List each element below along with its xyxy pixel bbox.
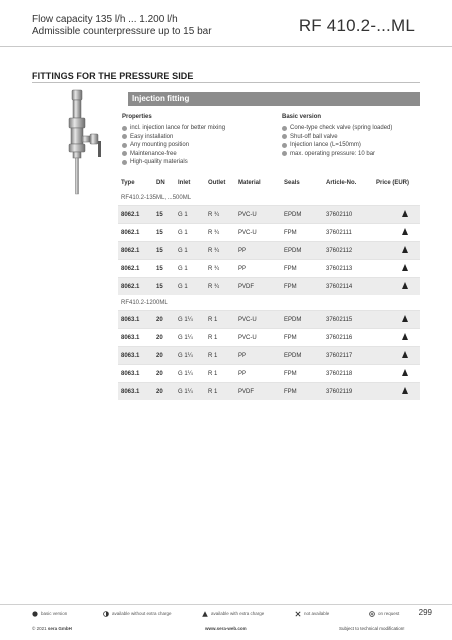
table-cell: PVC-U <box>235 311 281 329</box>
table-row <box>118 347 420 365</box>
table-cell: EPDM <box>281 242 323 260</box>
price-cell <box>373 383 420 401</box>
table-cell: 8062.1 <box>118 278 153 296</box>
section-title: FITTINGS FOR THE PRESSURE SIDE <box>32 71 194 81</box>
triangle-icon <box>402 387 408 394</box>
table-cell: EPDM <box>281 347 323 365</box>
group-label: RF410.2-135ML, ...500ML <box>121 194 192 201</box>
table-cell: G 1¼ <box>175 365 205 383</box>
list-item: Any mounting position <box>122 141 225 150</box>
company-name: sera GmbH <box>47 626 72 631</box>
table-cell: G 1 <box>175 242 205 260</box>
properties-title: Properties <box>122 114 152 120</box>
dot-icon <box>282 134 287 139</box>
table-cell: R ¾ <box>205 224 235 242</box>
table-cell: 15 <box>153 260 175 278</box>
table-cell: PP <box>235 260 281 278</box>
table-cell: 37602111 <box>323 224 373 242</box>
table-cell: PVDF <box>235 383 281 401</box>
table-cell: FPM <box>281 383 323 401</box>
table-cell: FPM <box>281 260 323 278</box>
table-cell: 8063.1 <box>118 311 153 329</box>
table-row <box>118 329 420 347</box>
legend-basic: basic version <box>32 611 67 617</box>
table-cell: 37602116 <box>323 329 373 347</box>
table-cell: 37602112 <box>323 242 373 260</box>
price-cell <box>373 347 420 365</box>
table-row <box>118 260 420 278</box>
at-icon <box>369 611 375 617</box>
price-cell <box>373 206 420 224</box>
table-cell: 20 <box>153 347 175 365</box>
table-cell: 20 <box>153 311 175 329</box>
price-cell <box>373 260 420 278</box>
table-cell: PP <box>235 347 281 365</box>
table-cell: 20 <box>153 329 175 347</box>
list-item: incl. injection lance for better mixing <box>122 124 225 133</box>
table-cell: R 1 <box>205 383 235 401</box>
col-dn: DN <box>156 180 165 186</box>
table-row <box>118 206 420 224</box>
website-link[interactable]: www.sera-web.com <box>205 626 247 631</box>
dot-icon <box>122 126 127 131</box>
table-cell: R ¾ <box>205 242 235 260</box>
properties-list <box>122 124 225 167</box>
dot-icon <box>122 143 127 148</box>
header-subtitle <box>32 14 212 38</box>
col-article-no: Article-No. <box>326 180 357 186</box>
dot-icon <box>122 160 127 165</box>
table-cell: R 1 <box>205 365 235 383</box>
table-cell: PVDF <box>235 278 281 296</box>
table-cell: 37602114 <box>323 278 373 296</box>
dot-icon <box>122 134 127 139</box>
table-cell: G 1 <box>175 206 205 224</box>
table-cell: R ¾ <box>205 206 235 224</box>
group-row-1200 <box>118 295 420 311</box>
table-cell: PVC-U <box>235 329 281 347</box>
triangle-icon <box>202 611 208 617</box>
article-table <box>118 176 420 400</box>
model-title: RF 410.2-...ML <box>298 16 415 35</box>
table-cell: 8063.1 <box>118 347 153 365</box>
basic-version-list <box>282 124 392 158</box>
triangle-icon <box>402 333 408 340</box>
list-item: Maintenance-free <box>122 150 225 159</box>
half-dot-icon <box>103 611 109 617</box>
col-outlet: Outlet <box>208 180 226 186</box>
product-bar-label: Injection fitting <box>132 94 190 103</box>
header-pressure: Admissible counterpressure up to 15 bar <box>32 26 212 37</box>
table-cell: 8063.1 <box>118 383 153 401</box>
table-cell: EPDM <box>281 206 323 224</box>
list-item: High-quality materials <box>122 158 225 167</box>
table-row <box>118 224 420 242</box>
col-price: Price (EUR) <box>376 180 410 186</box>
table-cell: 8063.1 <box>118 365 153 383</box>
price-cell <box>373 278 420 296</box>
col-seals: Seals <box>284 180 300 186</box>
table-cell: 37602113 <box>323 260 373 278</box>
table-cell: R ¾ <box>205 260 235 278</box>
table-cell: 8062.1 <box>118 260 153 278</box>
product-bar <box>128 92 420 106</box>
table-cell: G 1¼ <box>175 347 205 365</box>
triangle-icon <box>402 282 408 289</box>
table-row <box>118 383 420 401</box>
table-cell: G 1 <box>175 224 205 242</box>
cross-icon <box>295 611 301 617</box>
table-body <box>118 190 420 400</box>
triangle-icon <box>402 351 408 358</box>
list-item: Injection lance (L=150mm) <box>282 141 392 150</box>
price-cell <box>373 224 420 242</box>
table-cell: 8062.1 <box>118 224 153 242</box>
legend-on-request: on request <box>369 611 399 617</box>
table-cell: 20 <box>153 383 175 401</box>
basic-version-title: Basic version <box>282 114 322 120</box>
table-row <box>118 242 420 260</box>
page-number: 299 <box>418 608 432 617</box>
table-cell: 15 <box>153 206 175 224</box>
price-cell <box>373 365 420 383</box>
copyright: © 2021 sera GmbH <box>32 626 72 631</box>
table-row <box>118 278 420 296</box>
table-cell: G 1¼ <box>175 329 205 347</box>
table-cell: G 1¼ <box>175 383 205 401</box>
triangle-icon <box>402 228 408 235</box>
list-item: Shut-off ball valve <box>282 133 392 142</box>
table-cell: 37602117 <box>323 347 373 365</box>
table-row <box>118 311 420 329</box>
triangle-icon <box>402 246 408 253</box>
table-cell: R 1 <box>205 311 235 329</box>
table-cell: PP <box>235 242 281 260</box>
table-cell: EPDM <box>281 311 323 329</box>
table-cell: R ¾ <box>205 278 235 296</box>
table-cell: 15 <box>153 278 175 296</box>
modification-note: Subject to technical modification! <box>339 626 405 631</box>
dot-icon <box>282 151 287 156</box>
dot-icon <box>122 151 127 156</box>
triangle-icon <box>402 369 408 376</box>
table-cell: PP <box>235 365 281 383</box>
table-cell: 37602118 <box>323 365 373 383</box>
table-cell: FPM <box>281 329 323 347</box>
table-cell: 8063.1 <box>118 329 153 347</box>
triangle-icon <box>402 315 408 322</box>
list-item: max. operating pressure: 10 bar <box>282 150 392 159</box>
group-label: RF410.2-1200ML <box>121 299 168 306</box>
table-cell: R 1 <box>205 329 235 347</box>
table-cell: 20 <box>153 365 175 383</box>
legend-with-charge: available with extra charge <box>202 611 264 617</box>
table-cell: 15 <box>153 242 175 260</box>
dot-icon <box>282 143 287 148</box>
injection-fitting-image <box>52 88 104 196</box>
list-item: Easy installation <box>122 133 225 142</box>
table-cell: 15 <box>153 224 175 242</box>
group-row-135-500 <box>118 190 420 206</box>
table-cell: 37602115 <box>323 311 373 329</box>
table-cell: PVC-U <box>235 224 281 242</box>
legend-not-available: not available <box>295 611 329 617</box>
table-header-row <box>118 176 420 190</box>
triangle-icon <box>402 210 408 217</box>
table-cell: G 1 <box>175 278 205 296</box>
col-material: Material <box>238 180 261 186</box>
footer-divider <box>0 604 452 605</box>
dot-icon <box>282 126 287 131</box>
header-divider <box>0 46 452 47</box>
table-cell: FPM <box>281 365 323 383</box>
table-cell: 8062.1 <box>118 206 153 224</box>
section-divider <box>32 82 420 83</box>
table-cell: 37602110 <box>323 206 373 224</box>
list-item: Cone-type check valve (spring loaded) <box>282 124 392 133</box>
table-cell: R 1 <box>205 347 235 365</box>
col-type: Type <box>121 180 135 186</box>
price-cell <box>373 329 420 347</box>
legend-without-charge: available without extra charge <box>103 611 172 617</box>
table-cell: FPM <box>281 224 323 242</box>
filled-dot-icon <box>32 611 38 617</box>
header-flow: Flow capacity 135 l/h ... 1.200 l/h <box>32 14 178 25</box>
table-cell: 37602119 <box>323 383 373 401</box>
table-row <box>118 365 420 383</box>
table-cell: G 1 <box>175 260 205 278</box>
table-cell: 8062.1 <box>118 242 153 260</box>
table-cell: FPM <box>281 278 323 296</box>
price-cell <box>373 311 420 329</box>
price-cell <box>373 242 420 260</box>
col-inlet: Inlet <box>178 180 191 186</box>
triangle-icon <box>402 264 408 271</box>
table-cell: PVC-U <box>235 206 281 224</box>
table-cell: G 1¼ <box>175 311 205 329</box>
